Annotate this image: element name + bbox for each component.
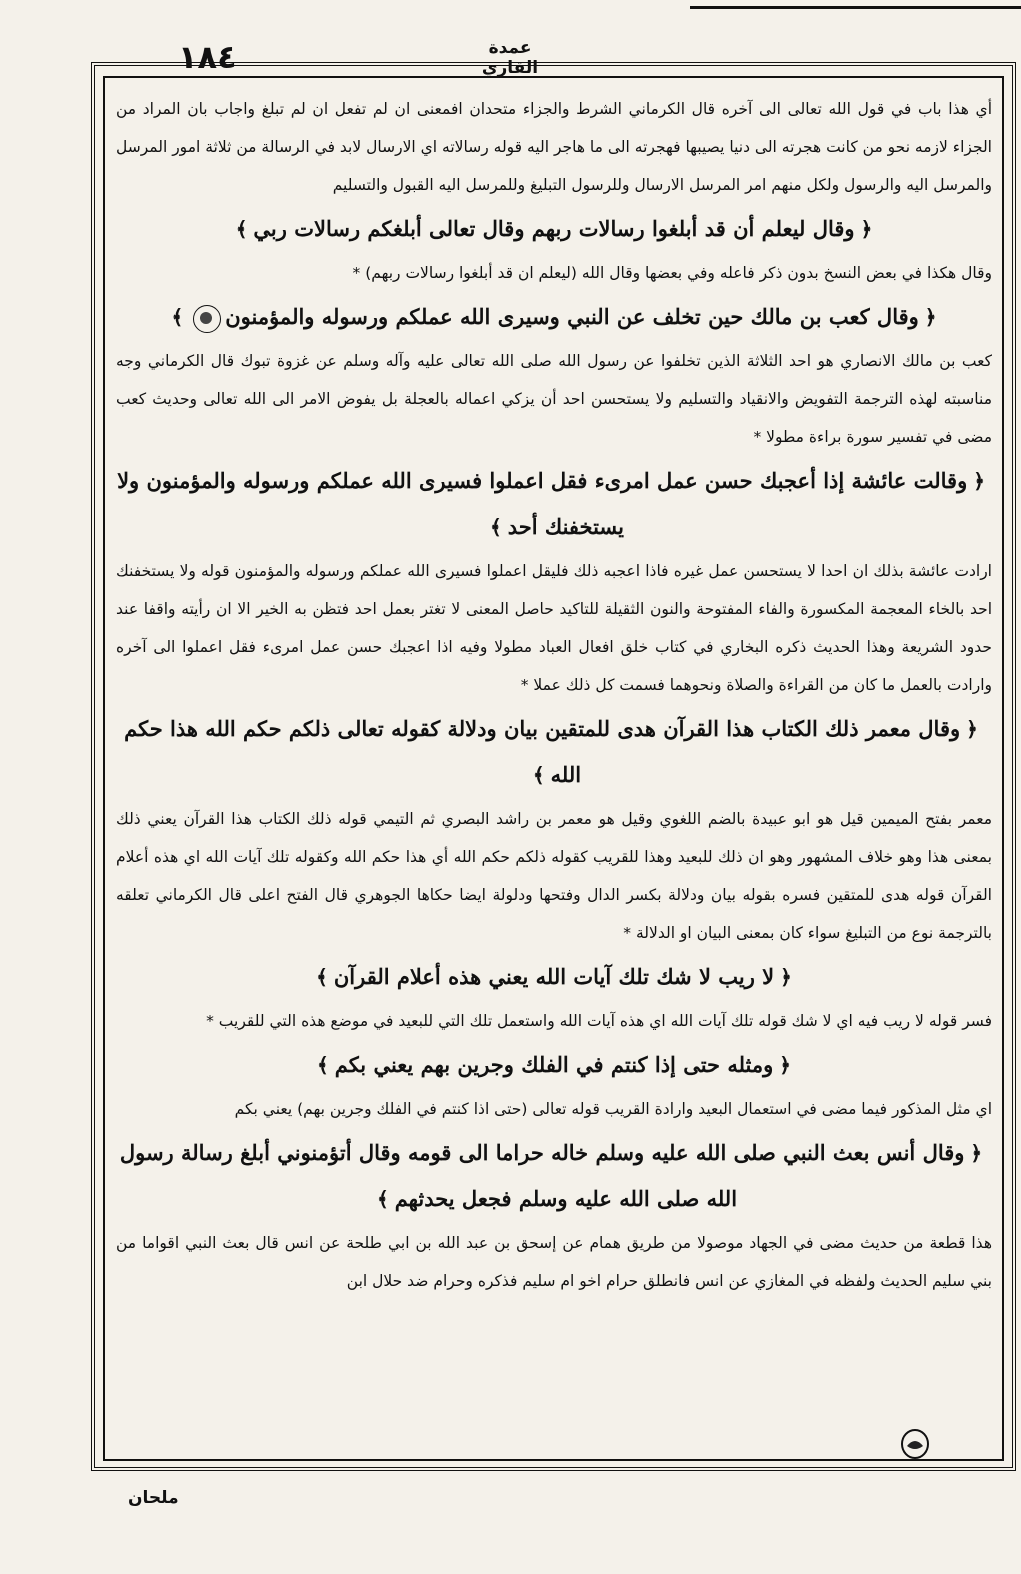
commentary-paragraph: وقال هكذا في بعض النسخ بدون ذكر فاعله وفي بعضها وقال الله (ليعلم ان قد أبلغوا رسالات ربهم) *: [352, 264, 992, 282]
hadith-text: ﴿وقالت عائشة إذا أعجبك حسن عمل امرىء فقل اعملوا فسيرى الله عملكم ورسوله والمؤمنون ولا يستخفنك أحد﴾: [117, 468, 985, 539]
top-rule: [690, 6, 1021, 9]
page-number: ١٨٤: [178, 38, 237, 76]
hadith-text: ﴿وقال معمر ذلك الكتاب هذا القرآن هدى للمتقين بيان ودلالة كقوله تعالى ذلكم حكم الله هذا حكم الله﴾: [124, 716, 978, 787]
salawat-seal-icon: [193, 305, 221, 333]
hadith-text-body: وقال ليعلم أن قد أبلغوا رسالات ربهم وقال تعالى أبلغكم رسالات ربي: [253, 216, 855, 241]
commentary-paragraph: فسر قوله لا ريب فيه اي لا شك قوله تلك آيات الله اي هذه آيات الله واستعمل تلك التي للبعيد في موضع هذه التي للقريب *: [206, 1012, 992, 1030]
commentary-paragraph: أي هذا باب في قول الله تعالى الى آخره قال الكرماني الشرط والجزاء متحدان افمعنى ان لم تفعل ان لم تبلغ واجاب بان المراد من الجزاء لازمه نحو من كانت هجرته الى دنيا يصيبها فهجرته الى ما هاجر اليه قوله رسالاته اي الارسال لابد في الرسالة من ثلاثة امور المرسل والمرسل اليه والرسول ولكل منهم امر المرسل الارسال وللرسول التبليغ وللمرسل اليه القبول والتسليم: [116, 100, 992, 194]
hadith-text-body: لا ريب لا شك تلك آيات الله يعني هذه أعلام القرآن: [333, 964, 775, 989]
page-body: [116, 90, 992, 1452]
hadith-text-body: وقالت عائشة إذا أعجبك حسن عمل امرىء فقل اعملوا فسيرى الله عملكم ورسوله والمؤمنون ولا يستخفنك أحد: [117, 468, 968, 539]
hadith-text-body: وقال معمر ذلك الكتاب هذا القرآن هدى للمتقين بيان ودلالة كقوله تعالى ذلكم حكم الله هذا حكم الله: [124, 716, 961, 787]
page-header: [0, 0, 1021, 78]
hadith-text: ﴿ومثله حتى إذا كنتم في الفلك وجرين بهم يعني بكم﴾: [317, 1052, 791, 1077]
hadith-text: ﴿وقال ليعلم أن قد أبلغوا رسالات ربهم وقال تعالى أبلغكم رسالات ربي﴾: [235, 216, 873, 241]
hadith-text: ﴿وقال كعب بن مالك حين تخلف عن النبي وسيرى الله عملكم ورسوله والمؤمنون﴾: [116, 294, 992, 340]
running-title: عمدة القاري: [481, 38, 539, 78]
salawat-margin-icon: [900, 1428, 930, 1460]
commentary-paragraph: ارادت عائشة بذلك ان احدا لا يستحسن عمل غيره فاذا اعجبه ذلك فليقل اعملوا فسيرى الله عملكم ورسوله والمؤمنون قوله ولا يستخفنك احد بالخاء المعجمة المكسورة والفاء المفتوحة والنون الثقيلة للتاكيد حاصل المعنى لا تغتر بعمل احد فتظن به الخير الا ان رأيته واقفا عند حدود الشريعة وهذا الحديث ذكره البخاري في كتاب خلق افعال العباد مطولا وفيه اذا اعجبك حسن عمل امرىء فقل اعملوا الى آخره وارادت بالعمل ما كان من القراءة والصلاة ونحوهما فسمت كل ذلك عملا *: [116, 562, 992, 694]
commentary-paragraph: كعب بن مالك الانصاري هو احد الثلاثة الذين تخلفوا عن رسول الله صلى الله تعالى عليه وآله وسلم عن غزوة تبوك قال الكرماني وجه مناسبته لهذه الترجمة التفويض والانقياد والتسليم ولا يستحسن احد أن يزكي اعماله بالعجلة بل يفوض الامر الى الله تعالى وحديث كعب مضى في تفسير سورة براءة مطولا *: [116, 352, 992, 446]
commentary-paragraph: معمر بفتح الميمين قيل هو ابو عبيدة بالضم اللغوي وقيل هو معمر بن راشد البصري ثم التيمي قوله ذلك الكتاب هذا القرآن يعني ذلك بمعنى هذا وهو خلاف المشهور وهو ان ذلك للبعيد وهذا للقريب كقوله ذلكم حكم الله أي هذا حكم الله وكقوله تلك آيات الله اي هذه أعلام القرآن قوله هدى للمتقين فسره بقوله بيان ودلالة بكسر الدال وفتحها ودلولة ايضا حكاها الجوهري قال الفتح اعلى قال الكرماني تعلقه بالترجمة نوع من التبليغ سواء كان بمعنى البيان او الدلالة *: [116, 810, 992, 942]
page-catchword: ملحان: [128, 1488, 179, 1508]
commentary-paragraph: هذا قطعة من حديث مضى في الجهاد موصولا من طريق همام عن إسحق بن عبد الله بن ابي طلحة عن انس قال بعث النبي اقواما من بني سليم الحديث ولفظه في المغازي عن انس فانطلق حرام اخو ام سليم فذكره وحرام ضد حلال ابن: [116, 1234, 992, 1290]
hadith-text-body: وقال كعب بن مالك حين تخلف عن النبي وسيرى الله عملكم ورسوله والمؤمنون: [225, 304, 919, 329]
hadith-text-body: ومثله حتى إذا كنتم في الفلك وجرين بهم يعني بكم: [334, 1052, 774, 1077]
hadith-text: ﴿وقال أنس بعث النبي صلى الله عليه وسلم خاله حراما الى قومه وقال أتؤمنوني أبلغ رسالة رسول الله صلى الله عليه وسلم فجعل يحدثهم﴾: [119, 1140, 983, 1211]
hadith-text-body: وقال أنس بعث النبي صلى الله عليه وسلم خاله حراما الى قومه وقال أتؤمنوني أبلغ رسالة رسول الله صلى الله عليه وسلم فجعل يحدثهم: [119, 1140, 965, 1211]
commentary-paragraph: اي مثل المذكور فيما مضى في استعمال البعيد وارادة القريب قوله تعالى (حتى اذا كنتم في الفلك وجرين بهم) يعني بكم: [234, 1100, 992, 1118]
hadith-text: ﴿لا ريب لا شك تلك آيات الله يعني هذه أعلام القرآن﴾: [316, 964, 792, 989]
